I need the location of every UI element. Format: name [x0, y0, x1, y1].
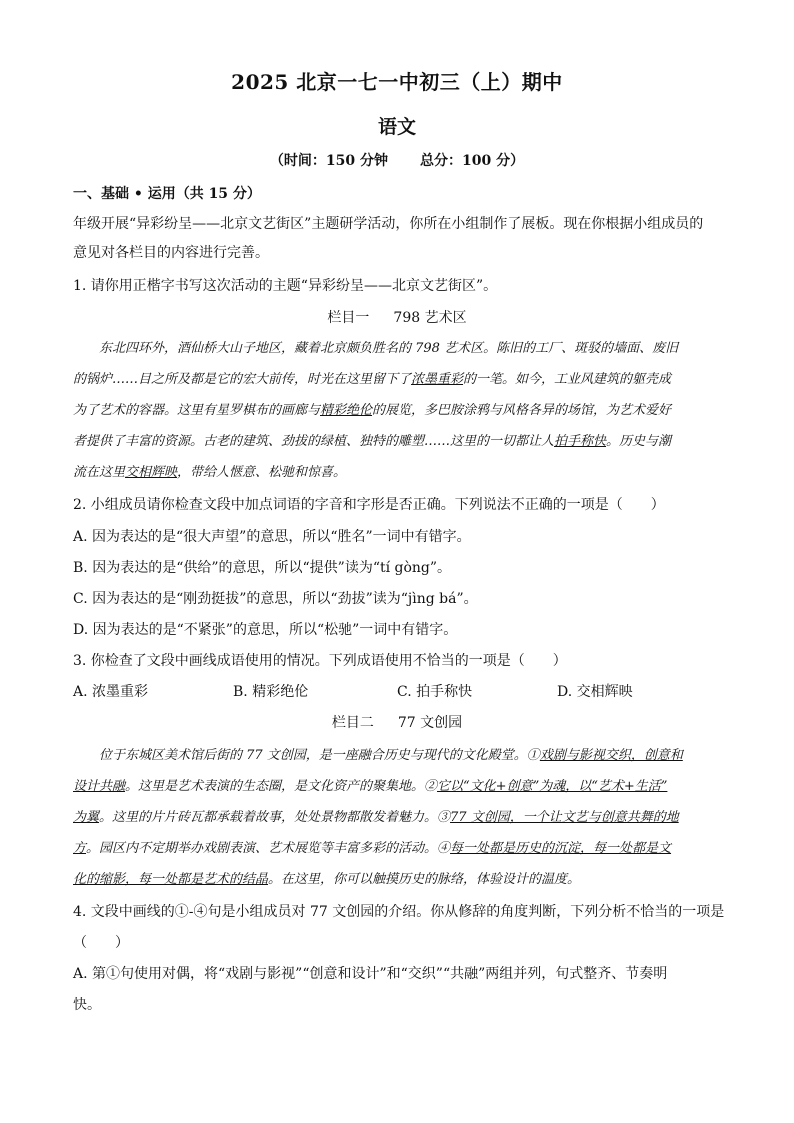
- idiom-jiaoxianghuiying: 交相辉映: [125, 465, 178, 480]
- question-4-option-a: A. 第①句使用对偶，将“戏剧与影视”“创意和设计”和“交织”“共融”两组并列，句式整齐、节奏明: [73, 966, 668, 982]
- section-heading: 一、基础 • 运用（共 15 分）: [73, 186, 261, 202]
- sentence-3: 77 文创园，一个让文艺与创意共舞的地: [450, 810, 679, 825]
- question-2-option-b: B. 因为表达的是“供给”的意思，所以“提供”读为“tí gòng”。: [73, 560, 452, 576]
- column-1-label: 栏目一: [327, 310, 370, 326]
- question-3-option-c: C. 拍手称快: [397, 684, 473, 700]
- subject-title: 语文: [377, 116, 416, 138]
- idiom-paishouchengkuai: 拍手称快: [554, 434, 607, 449]
- question-3-stem: 3. 你检查了文段中画线成语使用的情况。下列成语使用不恰当的一项是（ ）: [73, 653, 567, 669]
- sentence-1: 戏剧与影视交织，创意和: [539, 748, 683, 763]
- question-4-blank: （ ）: [73, 935, 129, 951]
- question-2-option-c: C. 因为表达的是“刚劲挺拔”的意思，所以“劲拔”读为“jìng bá”。: [73, 591, 478, 607]
- passage-1-line-2: 的锅炉……目之所及都是它的宏大前传，时光在这里留下了浓墨重彩的一笔。如今，工业风建筑的躯壳成: [73, 372, 672, 387]
- sentence-2: 它以“文化+创意”为魂，以“艺术+生活”: [437, 779, 668, 794]
- passage-2-line-3: 为翼。这里的片片砖瓦都承载着故事，处处景物都散发着魅力。③77 文创园，一个让文艺与创意共舞的地: [73, 810, 679, 825]
- column-2-label: 栏目二: [331, 715, 374, 731]
- idiom-nongmozhongcai: 浓墨重彩: [411, 372, 464, 387]
- column-1-heading: [0, 307, 794, 327]
- exam-title: 2025 北京一七一中初三（上）期中: [231, 70, 563, 94]
- question-1: 1. 请你用正楷字书写这次活动的主题“异彩纷呈——北京文艺街区”。: [73, 278, 498, 294]
- exam-meta: [0, 150, 794, 170]
- question-4-option-a-cont: 快。: [73, 997, 101, 1013]
- question-3-option-b: B. 精彩绝伦: [233, 684, 309, 700]
- question-2-option-d: D. 因为表达的是“不紧张”的意思，所以“松驰”一词中有错字。: [73, 622, 458, 638]
- question-2-stem: 2. 小组成员请你检查文段中加点词语的字音和字形是否正确。下列说法不正确的一项是（ ）: [73, 497, 665, 513]
- question-3-option-d: D. 交相辉映: [557, 684, 633, 700]
- sentence-4: 每一处都是历史的沉淀，每一处都是文: [450, 841, 672, 856]
- question-2-option-a: A. 因为表达的是“很大声望”的意思，所以“胜名”一词中有错字。: [73, 529, 471, 545]
- time-limit: （时间：150 分钟: [269, 153, 388, 169]
- question-4-stem: 4. 文段中画线的①-④句是小组成员对 77 文创园的介绍。你从修辞的角度判断，下列分析不恰当的一项是: [73, 904, 725, 920]
- passage-1-line-4: 者提供了丰富的资源。古老的建筑、劲拔的绿植、独特的雕塑……这里的一切都让人拍手称快。历史与潮: [73, 434, 672, 449]
- passage-2-line-5: 化的缩影，每一处都是艺术的结晶。在这里，你可以触摸历史的脉络，体验设计的温度。: [73, 872, 581, 887]
- passage-1-line-3: 为了艺术的容器。这里有星罗棋布的画廊与精彩绝伦的展览，多巴胺涂鸦与风格各异的场馆，为艺术爱好: [73, 403, 672, 418]
- column-1-name: 798 艺术区: [393, 310, 467, 326]
- total-score: 总分：100 分）: [420, 153, 525, 169]
- column-2-name: 77 文创园: [397, 715, 463, 731]
- passage-2-line-2: 设计共融。这里是艺术表演的生态圈，是文化资产的聚集地。②它以“文化+创意”为魂，以“艺术+生活”: [73, 779, 668, 794]
- intro-line-2: 意见对各栏目的内容进行完善。: [73, 245, 269, 261]
- question-3-option-a: A. 浓墨重彩: [73, 684, 149, 700]
- passage-1-line-1: 东北四环外，酒仙桥大山子地区，藏着北京颇负胜名的 798 艺术区。陈旧的工厂、斑驳的墙面、废旧: [99, 341, 679, 356]
- intro-line-1: 年级开展“异彩纷呈——北京文艺街区”主题研学活动，你所在小组制作了展板。现在你根据小组成员的: [73, 216, 704, 232]
- passage-1-line-5: 流在这里交相辉映，带给人惬意、松驰和惊喜。: [73, 465, 347, 480]
- passage-2-line-4: 方。园区内不定期举办戏剧表演、艺术展览等丰富多彩的活动。④每一处都是历史的沉淀，每一处都是文: [73, 841, 672, 856]
- idiom-jingcaijuelun: 精彩绝伦: [320, 403, 373, 418]
- passage-2-line-1: 位于东城区美术馆后街的 77 文创园，是一座融合历史与现代的文化殿堂。①戏剧与影视交织，创意和: [99, 748, 683, 763]
- column-2-heading: [0, 712, 794, 732]
